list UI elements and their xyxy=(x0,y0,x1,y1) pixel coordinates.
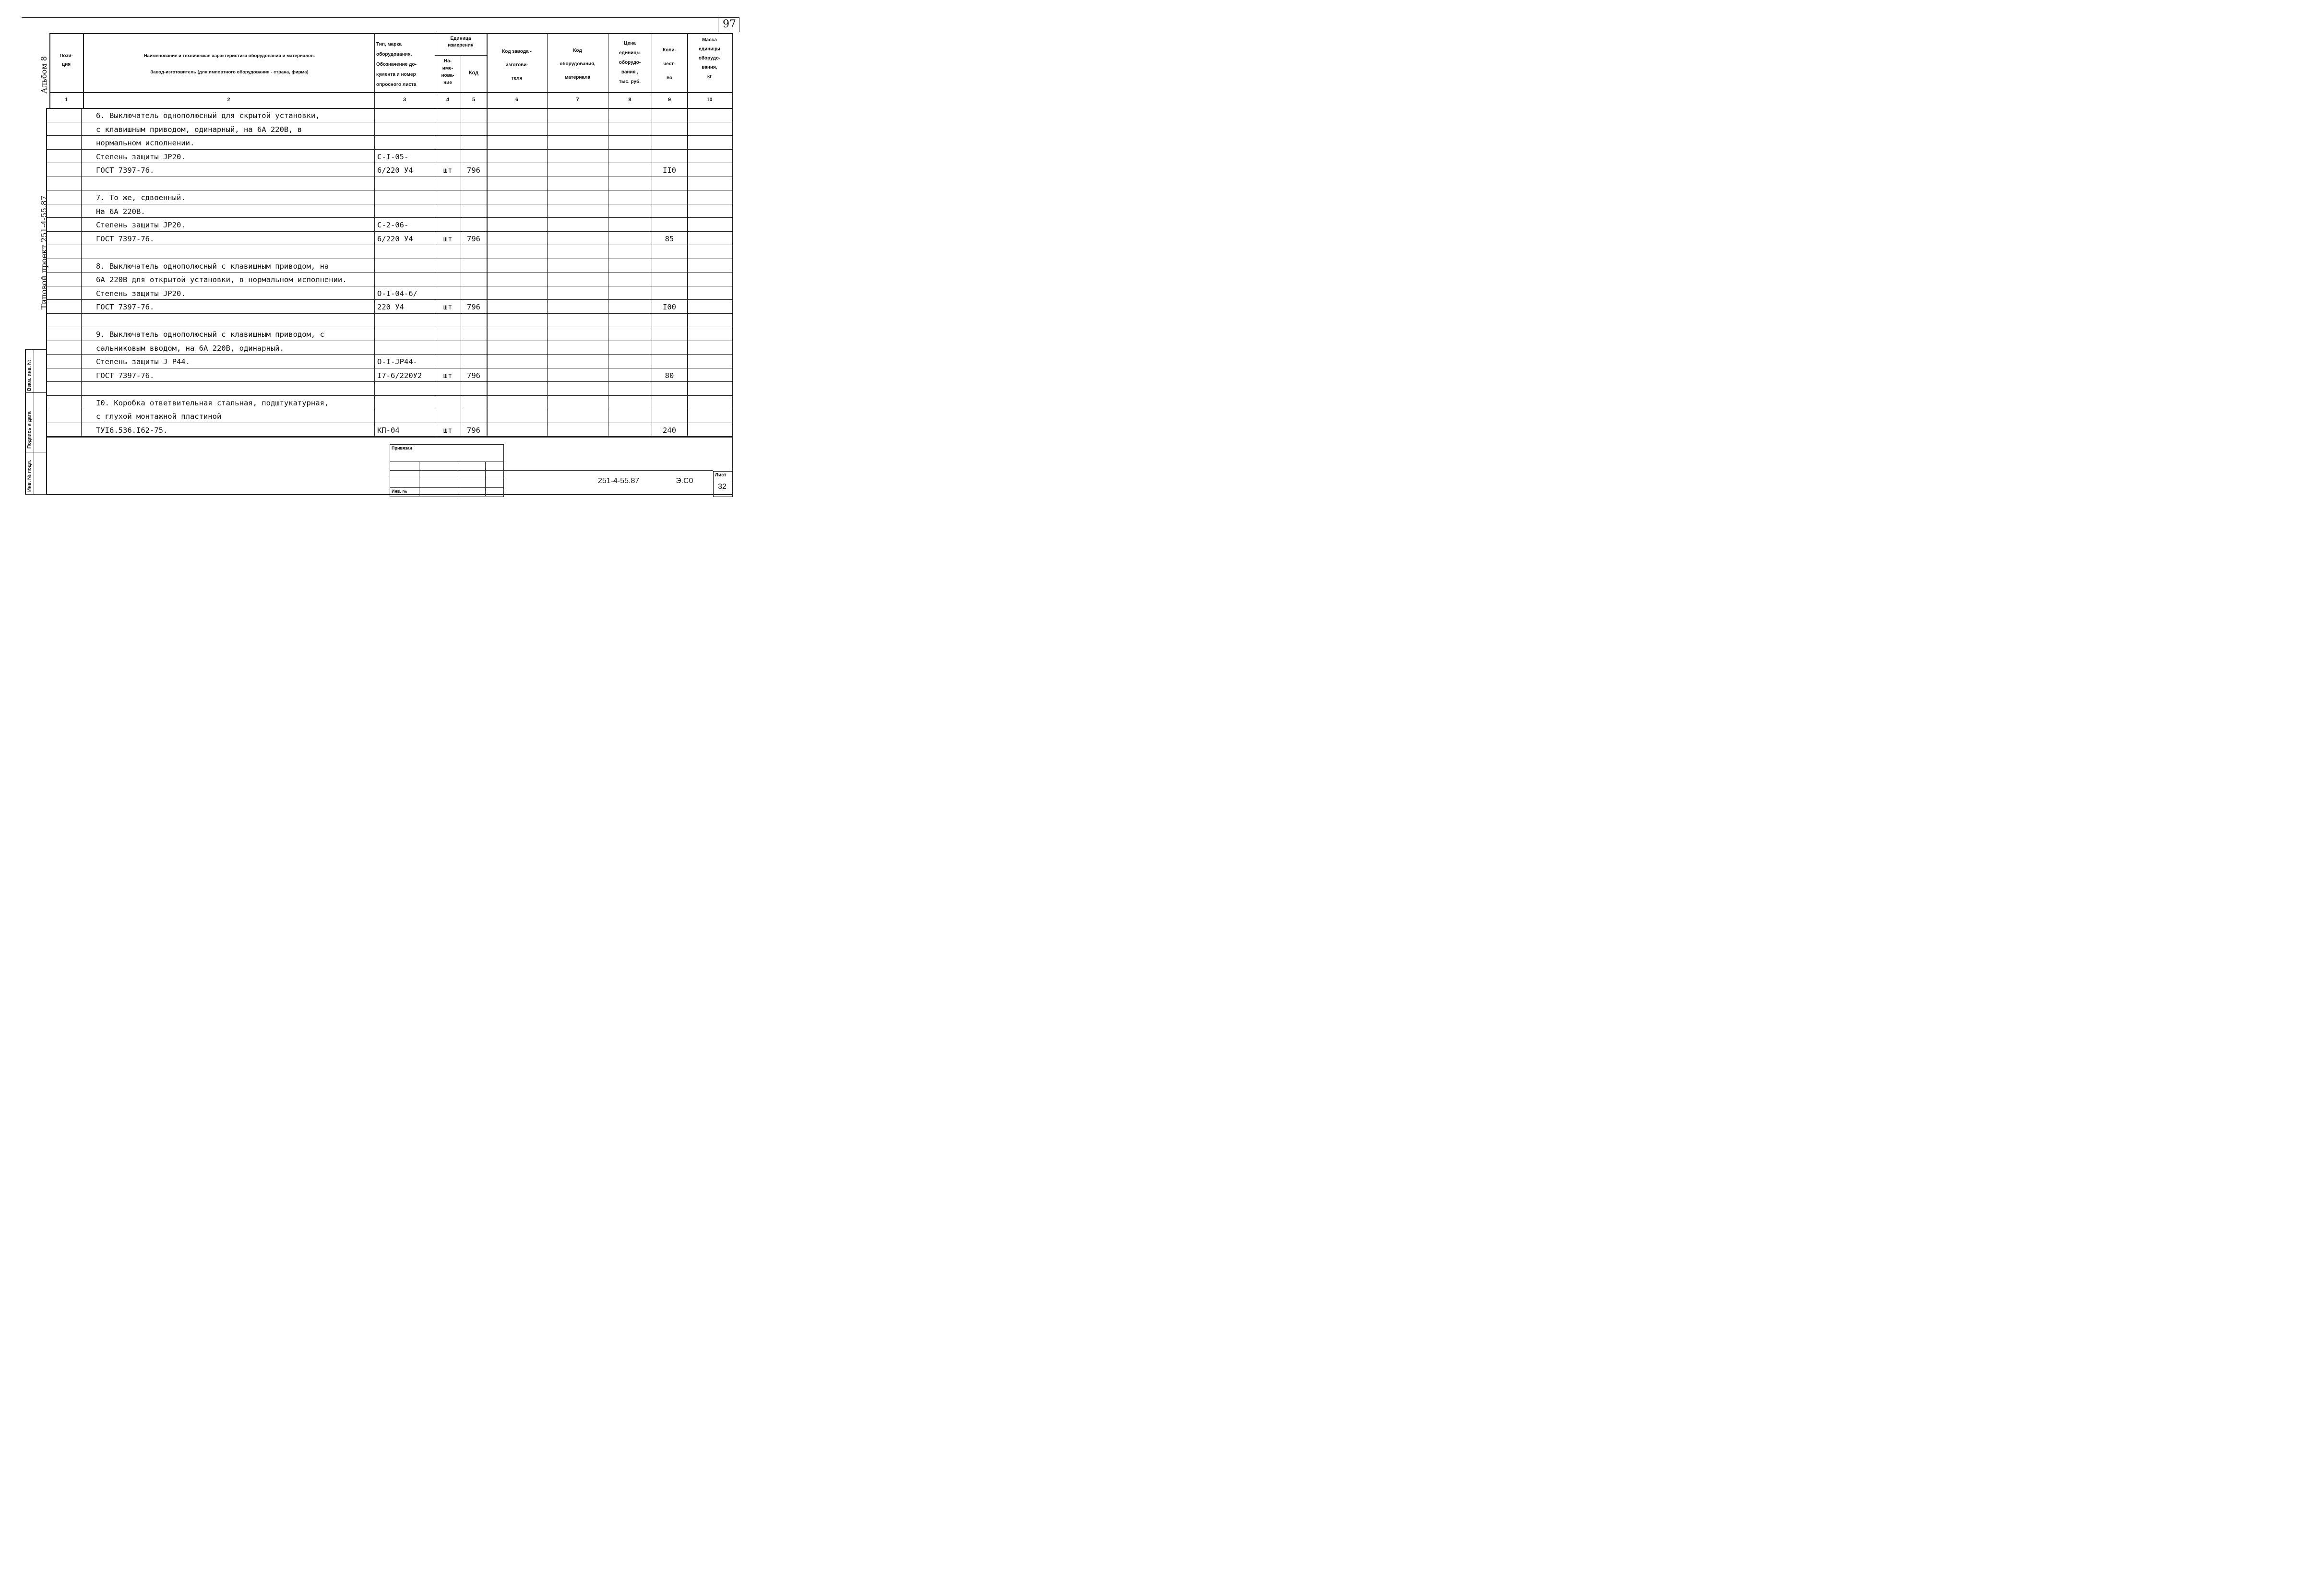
row-line xyxy=(46,135,732,136)
cell-c3: О-I-04-6/ xyxy=(377,289,417,298)
top-border xyxy=(22,17,739,18)
cell-c9: II0 xyxy=(663,166,676,175)
cell-c2: ГОСТ 7397-76. xyxy=(96,303,155,311)
cell-c4: шт xyxy=(443,234,453,243)
cell-c4: шт xyxy=(443,303,453,311)
colnum-bottom xyxy=(46,108,732,109)
cell-c3: 6/220 У4 xyxy=(377,234,413,243)
podpis-label: Подпись и дата xyxy=(27,411,32,449)
header-equipment-code: Код оборудования, материала xyxy=(560,48,596,80)
cell-c3: С-2-06- xyxy=(377,221,409,229)
cell-c2: ГОСТ 7397-76. xyxy=(96,234,155,243)
header-mass: Масса единицы оборудо- вания, кг xyxy=(698,37,721,79)
header-bottom xyxy=(49,92,732,93)
row-line xyxy=(46,381,732,382)
header-type: Тип, марка оборудования. Обозначение до- кумента и номер опросного листа xyxy=(376,42,417,87)
privyazan-vline xyxy=(485,462,486,496)
inv-no-label: Инв. № xyxy=(392,489,407,494)
cell-c3: I7-6/220У2 xyxy=(377,371,422,380)
cell-c5: 796 xyxy=(467,426,480,435)
colnum-10: 10 xyxy=(706,97,713,103)
inv-label: Инв. № подл. xyxy=(27,460,32,492)
cell-c2: 6А 220В для открытой установки, в нормальном исполнении. xyxy=(96,275,347,284)
cell-c2: ГОСТ 7397-76. xyxy=(96,371,155,380)
colnum-1: 1 xyxy=(64,97,68,103)
cell-c5: 796 xyxy=(467,166,480,175)
cell-c3: С-I-05- xyxy=(377,152,409,161)
project-label: Типовой проект 251-4-55.87 xyxy=(39,195,48,309)
row-line xyxy=(46,313,732,314)
cell-c3: КП-04 xyxy=(377,426,400,435)
album-label: Альбом 8 xyxy=(39,56,48,94)
page-number: 97 xyxy=(723,18,736,30)
colnum-3: 3 xyxy=(403,97,406,103)
cell-c2: На 6А 220В. xyxy=(96,207,145,216)
cell-c3: 220 У4 xyxy=(377,303,404,311)
vzam-label: Взам. инв. № xyxy=(27,359,32,391)
col-line-2 xyxy=(374,33,375,436)
row-line xyxy=(46,299,732,300)
cell-c3: О-I-ЈР44- xyxy=(377,357,417,366)
header-plant-code: Код завода - изготови- теля xyxy=(502,49,532,81)
cell-c9: I00 xyxy=(663,303,676,311)
row-line xyxy=(46,217,732,218)
cell-c2: с клавишным приводом, одинарный, на 6А 220В, в xyxy=(96,125,302,134)
privyazan-line xyxy=(390,470,503,471)
cell-c2: Степень защиты ЈР20. xyxy=(96,221,186,229)
colnum-9: 9 xyxy=(667,97,671,103)
cell-c9: 85 xyxy=(665,234,674,243)
cell-c9: 240 xyxy=(663,426,676,435)
table-right xyxy=(732,33,733,497)
left-stamp-line xyxy=(25,392,46,393)
col-line-9 xyxy=(687,33,688,436)
cell-c2: сальниковым вводом, на 6А 220В, одинарный. xyxy=(96,343,284,353)
cell-c2: 9. Выключатель однополюсный с клавишным приводом, с xyxy=(96,330,324,339)
footer-line xyxy=(503,470,713,471)
row-line xyxy=(46,354,732,355)
cell-c4: шт xyxy=(443,426,453,435)
cell-c2: ГОСТ 7397-76. xyxy=(96,166,155,175)
colnum-4: 4 xyxy=(446,97,450,103)
cell-c5: 796 xyxy=(467,303,480,311)
row-line xyxy=(46,231,732,232)
cell-c4: шт xyxy=(443,371,453,380)
left-stamp-border xyxy=(25,349,26,494)
table-bottom xyxy=(46,437,732,438)
row-line xyxy=(46,149,732,150)
row-line xyxy=(46,395,732,396)
header-name: Наименование и техническая характеристика оборудования и материалов. Завод-изготовитель (для импортного оборудования - страна, фирма) xyxy=(143,53,315,75)
privyazan-label: Привязан xyxy=(392,446,412,450)
table-top xyxy=(49,33,732,34)
cell-c9: 80 xyxy=(665,371,674,380)
cell-c4: шт xyxy=(443,166,453,175)
header-unit-name: На- име- нова- ние xyxy=(441,59,454,85)
cell-c2: 7. То же, сдвоенный. xyxy=(96,193,186,202)
colnum-6: 6 xyxy=(515,97,519,103)
colnum-7: 7 xyxy=(576,97,579,103)
cell-c2: Степень защиты Ј Р44. xyxy=(96,357,190,366)
col-line-1b xyxy=(81,108,82,436)
cell-c5: 796 xyxy=(467,234,480,243)
cell-c2: с глухой монтажной пластиной xyxy=(96,412,222,421)
colnum-5: 5 xyxy=(472,97,476,103)
cell-c2: ТУI6.536.I62-75. xyxy=(96,426,168,435)
cell-c2: 8. Выключатель однополюсный с клавишным приводом, на xyxy=(96,261,329,271)
header-unit: Единица измерения xyxy=(448,36,474,48)
col-line-6 xyxy=(547,33,548,436)
doc-code: 251-4-55.87 xyxy=(598,477,640,485)
header-quantity: Коли- чест- во xyxy=(663,47,676,81)
cell-c2: I0. Коробка ответвительная стальная, подштукатурная, xyxy=(96,398,329,407)
header-unit-code: Код xyxy=(468,70,479,76)
left-stamp-line xyxy=(25,349,46,350)
cell-c2: Степень защиты ЈР20. xyxy=(96,152,186,161)
col-line-5 xyxy=(487,33,488,436)
page-bottom xyxy=(46,494,732,495)
colnum-8: 8 xyxy=(628,97,632,103)
doc-suffix: Э.С0 xyxy=(676,477,693,485)
header-position: Пози- ция xyxy=(60,53,73,67)
privyazan-line xyxy=(390,487,503,488)
header-price: Цена единицы оборудо- вания , тыс. руб. xyxy=(619,41,641,84)
sheet-label: Лист xyxy=(715,473,727,478)
sheet-number: 32 xyxy=(718,483,727,491)
cell-c2: нормальном исполнении. xyxy=(96,139,195,147)
cell-c2: 6. Выключатель однополюсный для скрытой установки, xyxy=(96,111,320,120)
cell-c3: 6/220 У4 xyxy=(377,166,413,175)
cell-c2: Степень защиты ЈР20. xyxy=(96,289,186,298)
colnum-2: 2 xyxy=(227,97,230,103)
cell-c5: 796 xyxy=(467,371,480,380)
left-stamp-line xyxy=(25,494,46,495)
